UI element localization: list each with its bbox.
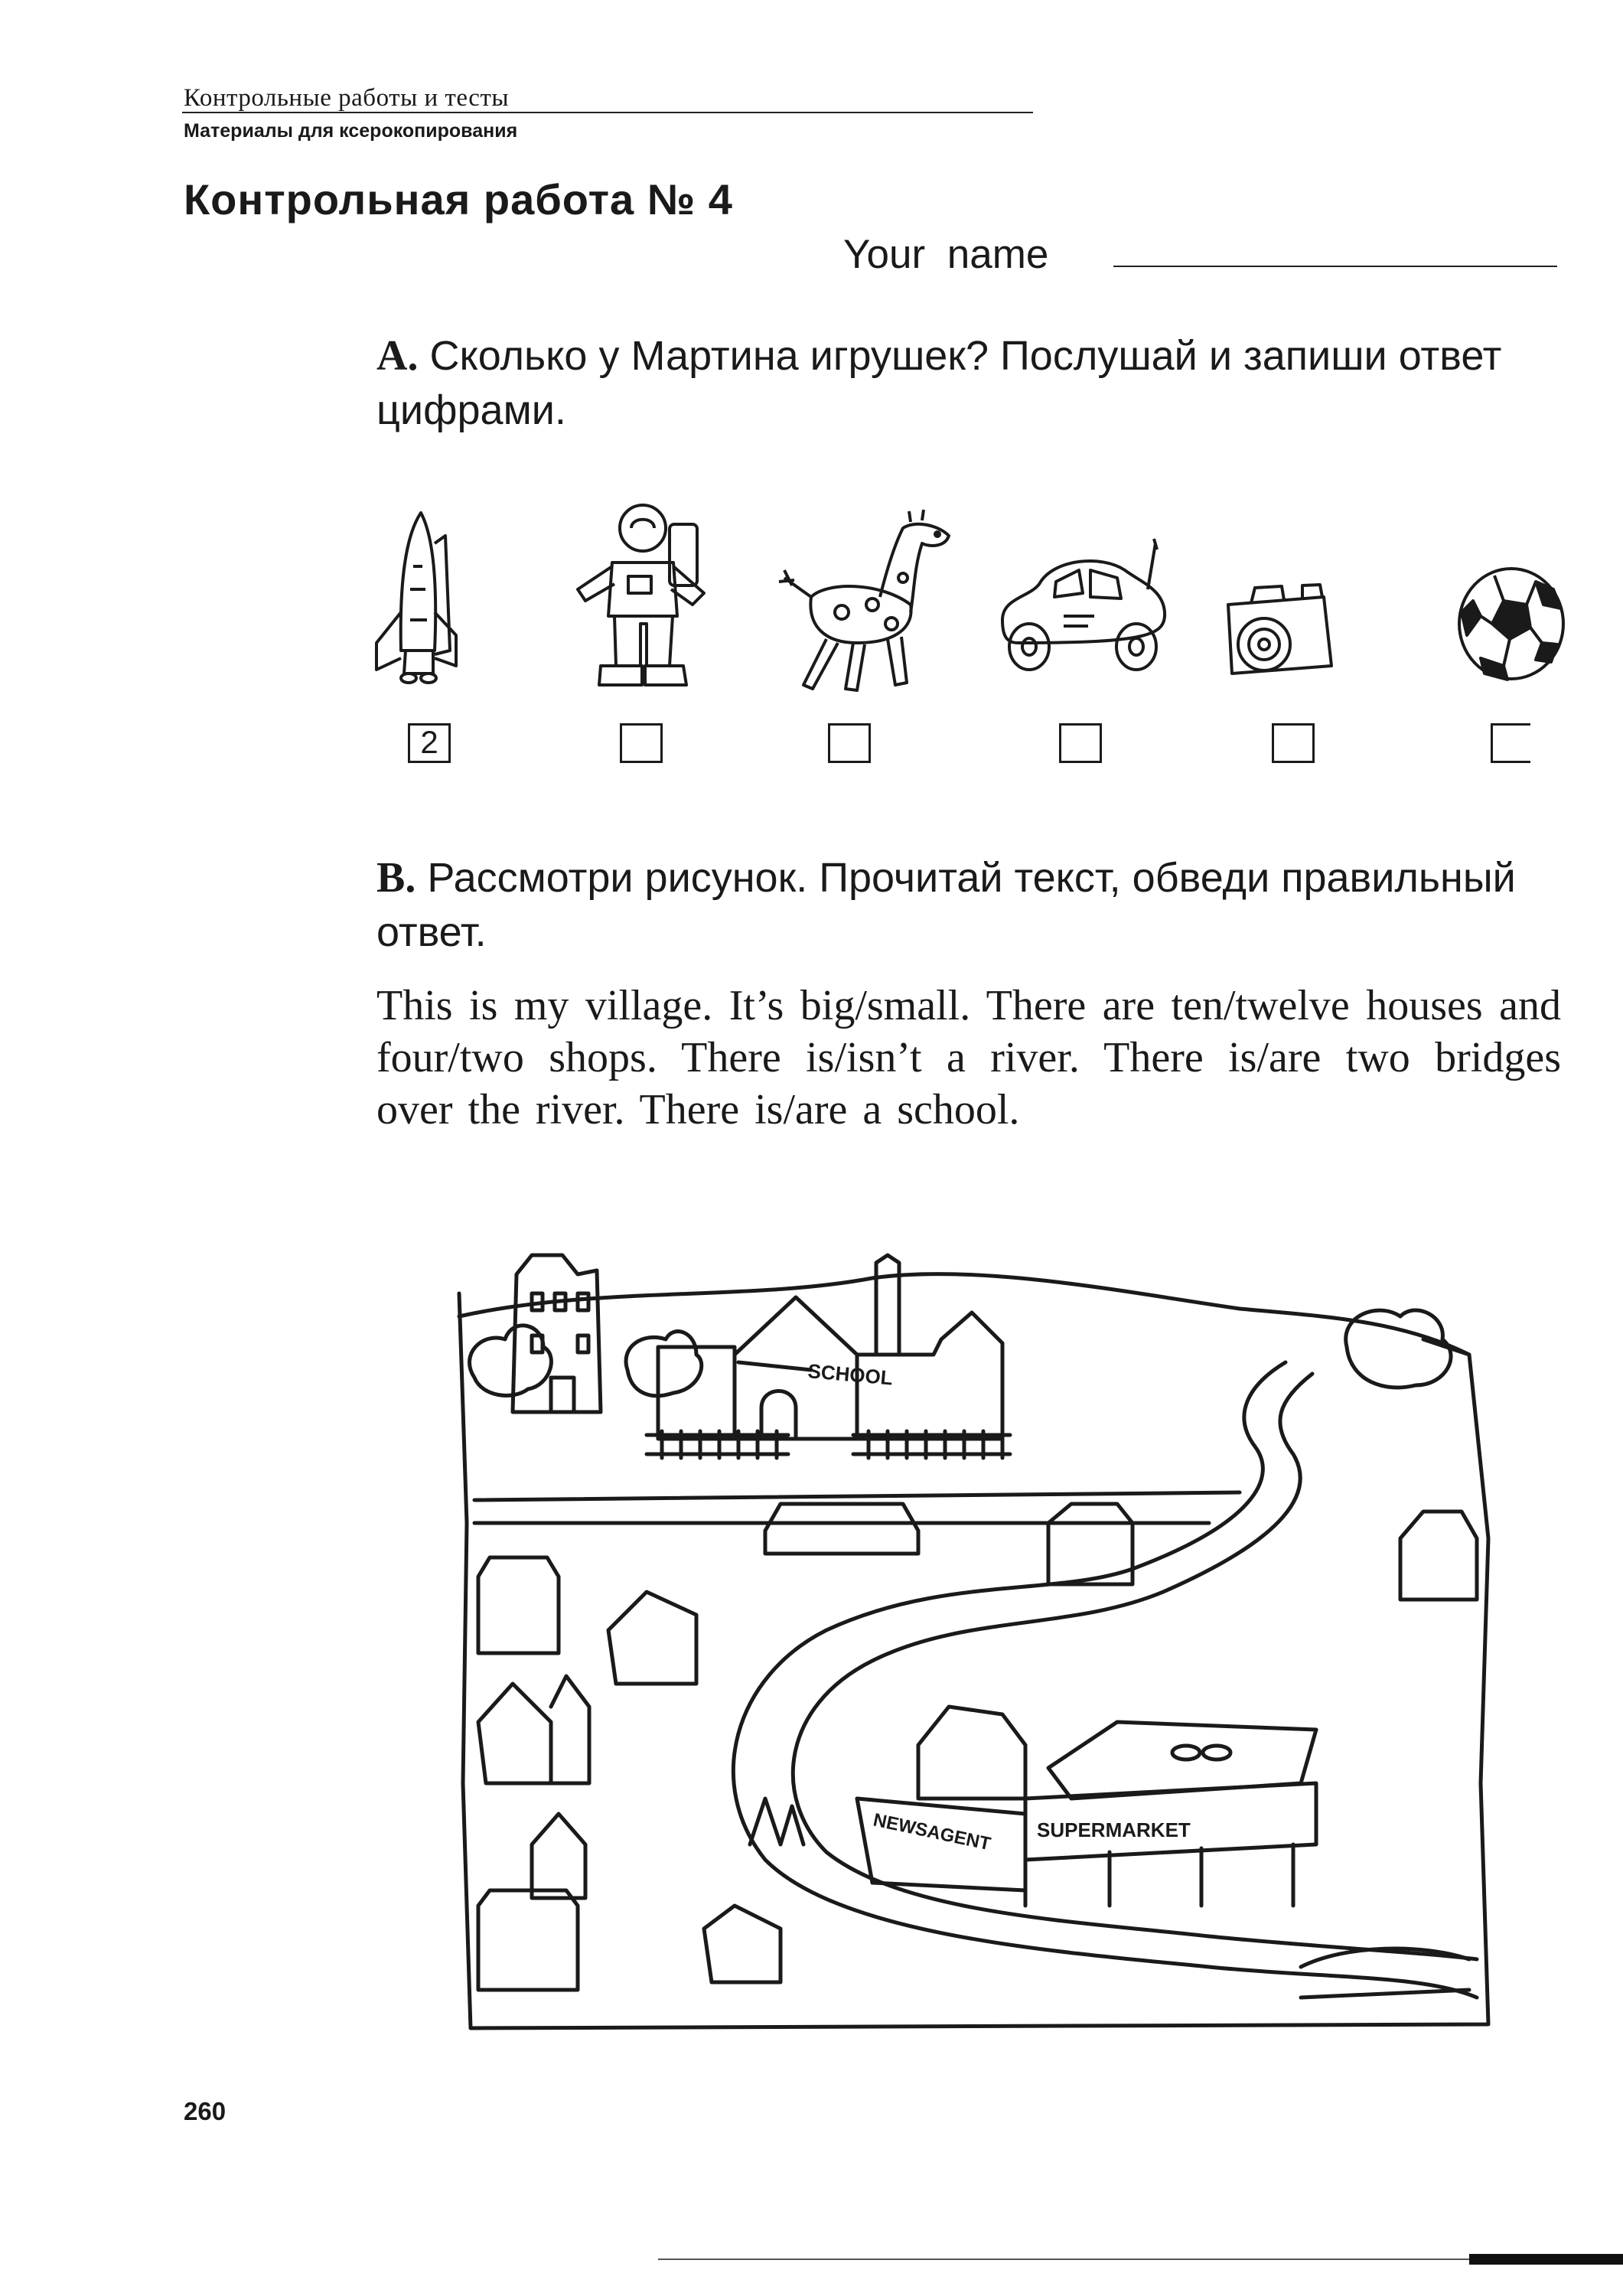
task-a-text: Сколько у Мартина игрушек? Послушай и запиши ответ цифрами. xyxy=(376,333,1502,433)
scan-edge xyxy=(658,2254,1623,2265)
astronaut-icon xyxy=(555,494,731,700)
task-b xyxy=(376,851,1561,960)
page-number: 260 xyxy=(184,2097,227,2125)
task-b-text: Рассмотри рисунок. Прочитай текст, обведи правильный ответ. xyxy=(376,855,1516,955)
answer-box-rocket[interactable] xyxy=(408,723,451,763)
story-text: This is my village. It’s big/small. There are ten/twelve houses and four/two shops. There is/isn’t a river. There is/are two bridges over the river. There is/are a school. xyxy=(376,982,1561,1133)
page-title: Контрольная работа № 4 xyxy=(184,175,733,223)
ball-icon xyxy=(1450,559,1565,685)
answer-box-ball[interactable] xyxy=(1491,723,1530,763)
series-title: Контрольные работы и тесты xyxy=(184,84,510,112)
giraffe-icon xyxy=(765,505,972,696)
camera-icon xyxy=(1217,574,1354,689)
answer-box-astronaut[interactable] xyxy=(620,723,663,763)
materials-subtitle: Материалы для ксерокопирования xyxy=(184,120,518,142)
your-name-field[interactable] xyxy=(1113,266,1557,267)
task-a xyxy=(376,329,1561,438)
your-name-label: Your name xyxy=(843,232,1049,277)
task-a-letter: А. xyxy=(376,332,419,380)
answer-value: 2 xyxy=(420,724,438,760)
school-sign: SCHOOL xyxy=(807,1359,894,1390)
answer-box-giraffe[interactable] xyxy=(828,723,871,763)
rocket-icon xyxy=(360,497,497,696)
village-picture xyxy=(444,1247,1500,2051)
task-b-letter: B. xyxy=(376,854,416,902)
supermarket-sign: SUPERMARKET xyxy=(1037,1818,1191,1841)
answer-box-car[interactable] xyxy=(1059,723,1102,763)
answer-box-camera[interactable] xyxy=(1272,723,1315,763)
header-rule xyxy=(182,112,1033,113)
car-icon xyxy=(987,536,1178,689)
newsagent-sign: NEWSAGENT xyxy=(871,1809,992,1855)
